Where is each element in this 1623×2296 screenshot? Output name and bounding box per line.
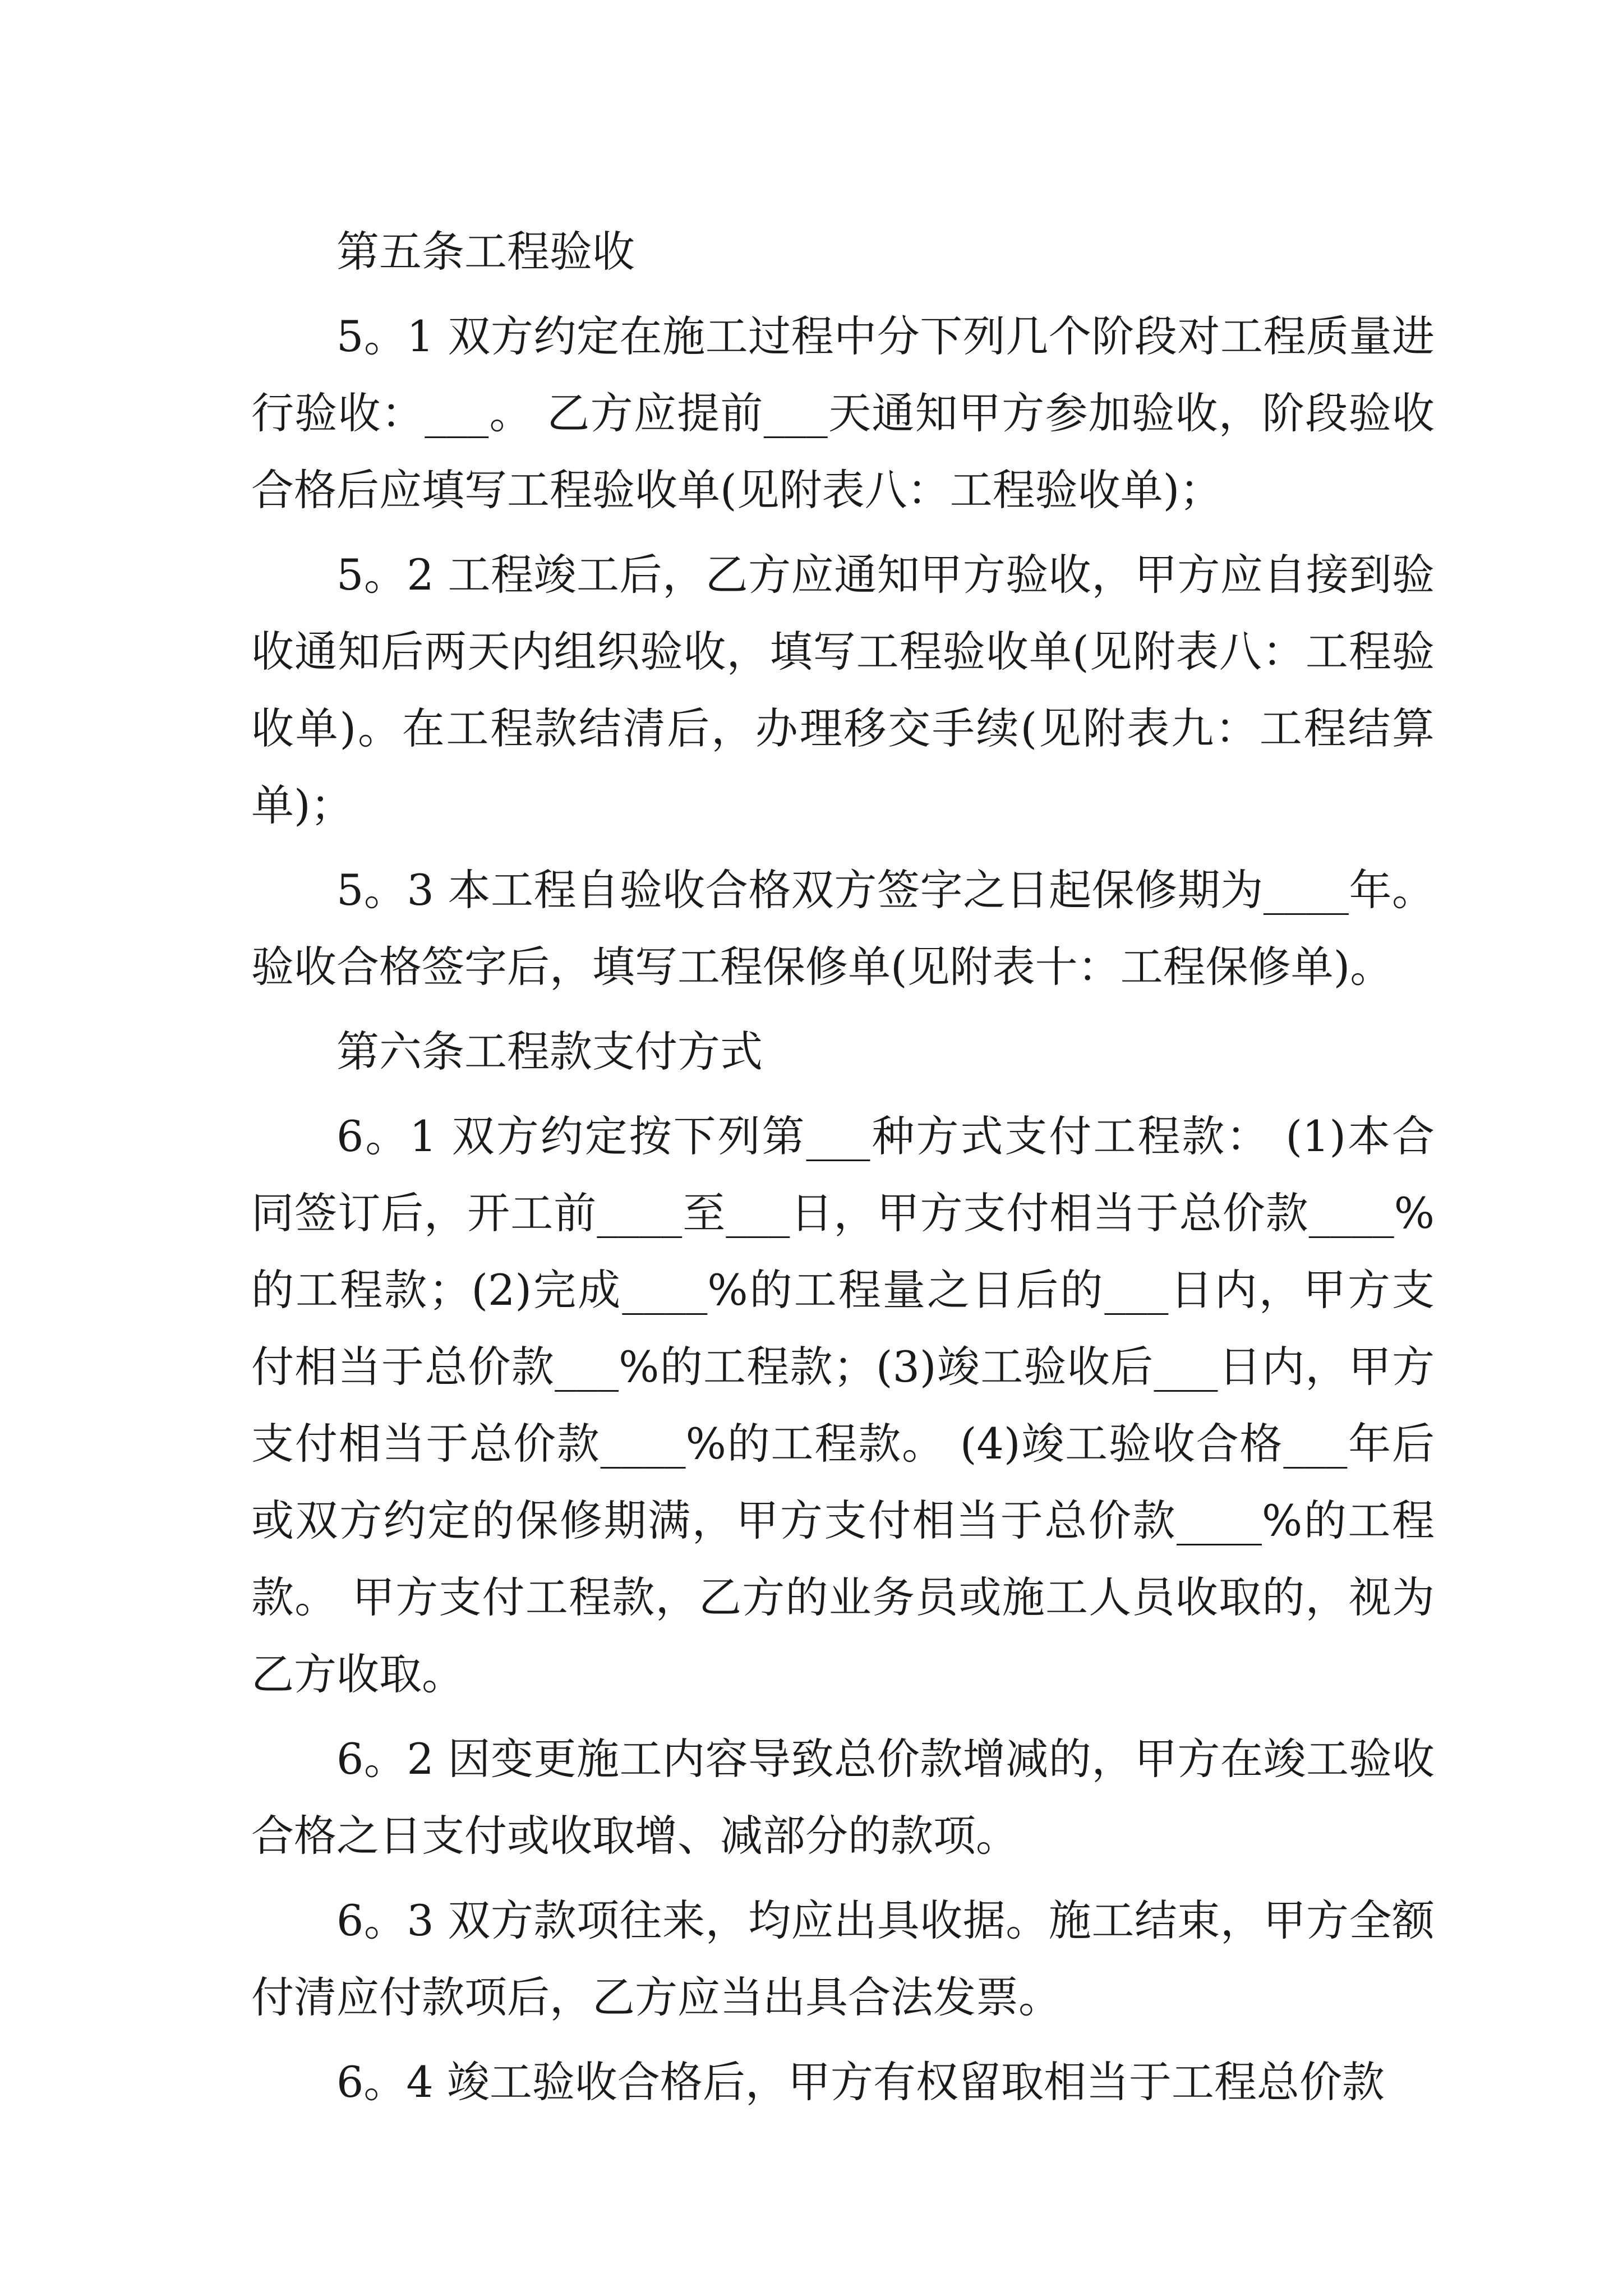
clause-5-1: 5。1 双方约定在施工过程中分下列几个阶段对工程质量进行验收：___。 乙方应提前___天通知甲方参加验收，阶段验收合格后应填写工程验收单(见附表八：工程验收单)； [251,311,1435,515]
clause-6-2: 6。2 因变更施工内容导致总价款增减的，甲方在竣工验收合格之日支付或收取增、减部分的款项。 [251,1734,1435,1861]
clause-6-1: 6。1 双方约定按下列第___种方式支付工程款： (1)本合同签订后，开工前____至___日，甲方支付相当于总价款____%的工程款；(2)完成____%的工程量之日后的___日内，甲方支付相当于总价款___%的工程款；(3)竣工验收后___日内，甲方支付相当于总价款____%的工程款。 (4)竣工验收合格___年后或双方约定的保修期满，甲方支付相当于总价款____%的工程款。 甲方支付工程款，乙方的业务员或施工人员收取的，视为乙方收取。 [251,1111,1435,1699]
section-heading-6: 第六条工程款支付方式 [336,1027,763,1076]
clause-5-2: 5。2 工程竣工后，乙方应通知甲方验收，甲方应自接到验收通知后两天内组织验收，填写工程验收单(见附表八：工程验收单)。在工程款结清后，办理移交手续(见附表九：工程结算单)； [251,550,1435,830]
document-page [251,213,1435,2128]
clause-6-3: 6。3 双方款项往来，均应出具收据。施工结束，甲方全额付清应付款项后，乙方应当出具合法发票。 [251,1895,1435,2022]
clause-5-3: 5。3 本工程自验收合格双方签字之日起保修期为____年。验收合格签字后，填写工程保修单(见附表十：工程保修单)。 [251,865,1435,992]
clause-6-4: 6。4 竣工验收合格后，甲方有权留取相当于工程总价款 [336,2057,1385,2107]
section-heading-5: 第五条工程验收 [336,227,635,277]
